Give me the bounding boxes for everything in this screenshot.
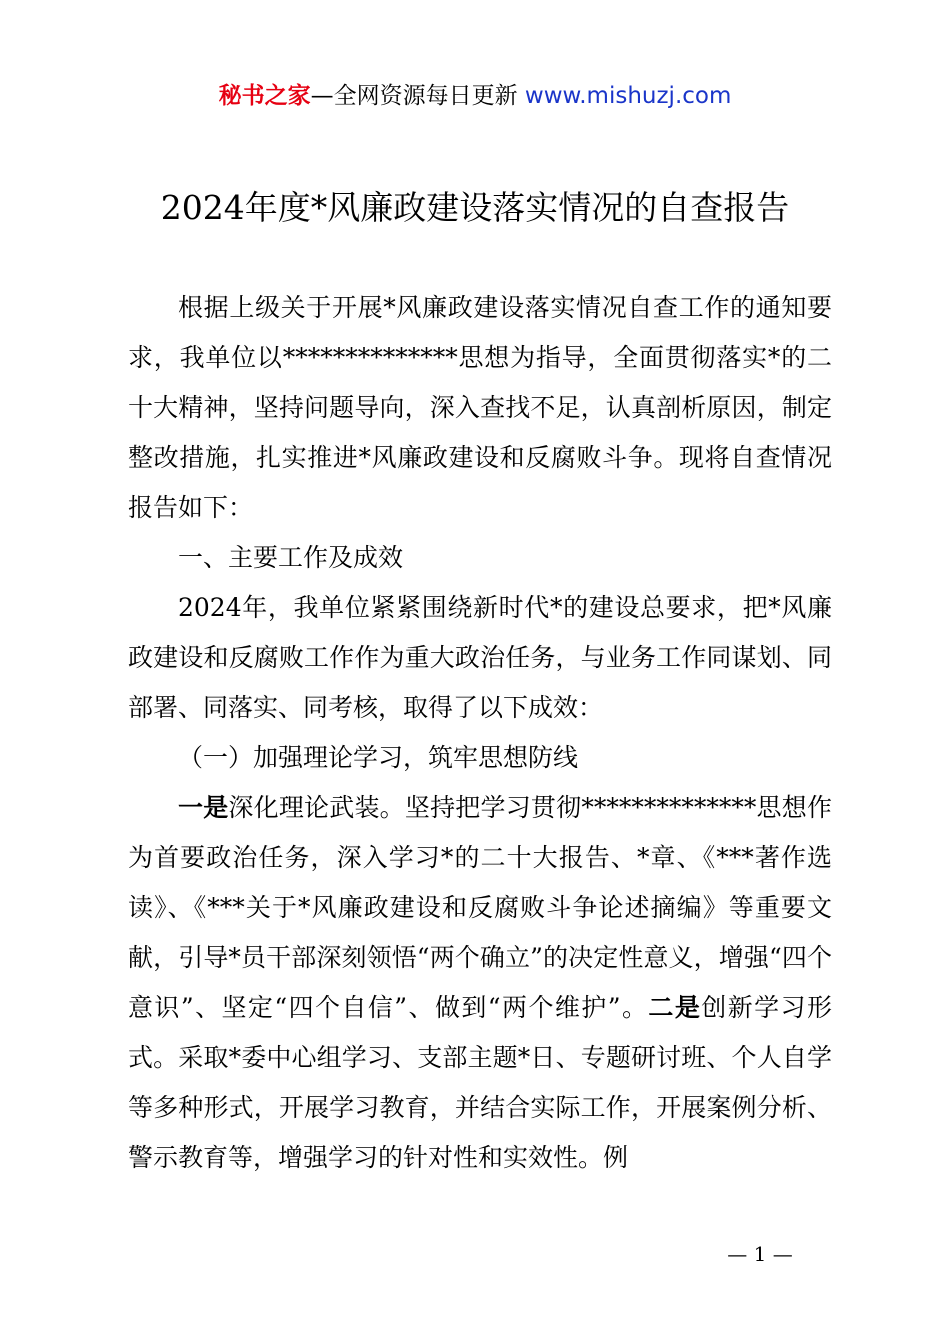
- section-heading: 一、主要工作及成效: [178, 543, 404, 572]
- document-body: [128, 283, 832, 1183]
- page-number: — 1 —: [727, 1242, 793, 1266]
- intro-paragraph: 根据上级关于开展*风廉政建设落实情况自查工作的通知要求，我单位以**************思想为指导，全面贯彻落实*的二十大精神，坚持问题导向，深入查找不足，认真剖析原因，制定整改措施，扎实推进*风廉政建设和反腐败斗争。现将自查情况报告如下：: [128, 293, 832, 522]
- point-2-text: 创新学习形式。采取*委中心组学习、支部主题*日、专题研讨班、个人自学等多种形式，开展学习教育，并结合实际工作，开展案例分析、警示教育等，增强学习的针对性和实效性。例: [128, 993, 832, 1172]
- site-url-link[interactable]: www.mishuzj.com: [524, 83, 732, 109]
- banner-slogan: —全网资源每日更新: [310, 83, 518, 109]
- point-1-text: 深化理论武装。坚持把学习贯彻**************思想作为首要政治任务，深入学习*的二十大报告、*章、《***著作选读》、《***关于*风廉政建设和反腐败斗争论述摘编》等重要文献，引导*员干部深刻领悟“两个确立”的决定性意义，增强“四个意识”、坚定“四个自信”、做到“两个维护”。: [128, 793, 832, 1022]
- point-1-label: 一是: [178, 793, 229, 822]
- document-title: 2024年度*风廉政建设落实情况的自查报告: [160, 188, 790, 227]
- points-paragraph: [128, 783, 832, 1183]
- subsection-heading: （一）加强理论学习，筑牢思想防线: [178, 743, 579, 772]
- section-paragraph: 2024年，我单位紧紧围绕新时代*的建设总要求，把*风廉政建设和反腐败工作作为重大政治任务，与业务工作同谋划、同部署、同落实、同考核，取得了以下成效：: [128, 593, 832, 722]
- brand-name: 秘书之家: [218, 83, 311, 109]
- site-banner: [0, 80, 950, 112]
- point-2-label: 二是: [648, 993, 702, 1022]
